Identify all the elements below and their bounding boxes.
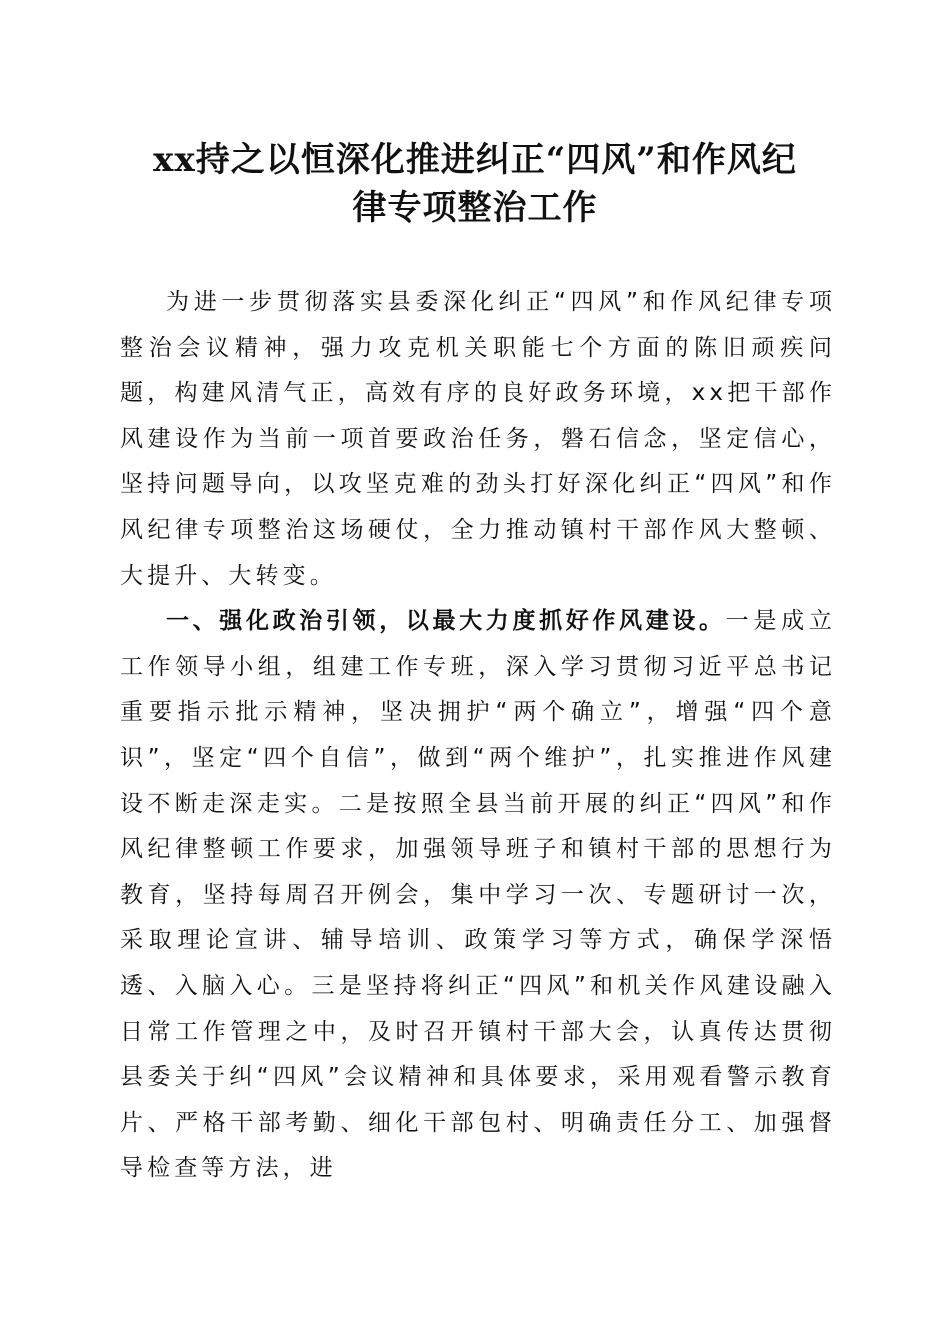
document-body <box>120 280 836 1192</box>
title-line-1: xx持之以恒深化推进纠正“四风”和作风纪 <box>153 140 797 180</box>
document-title <box>100 136 850 232</box>
section-heading: 一、强化政治引领，以最大力度抓好作风建设。 <box>166 608 726 635</box>
section-body: 一是成立工作领导小组，组建工作专班，深入学习贯彻习近平总书记重要指示批示精神，坚决拥护“两个确立”，增强“四个意识”，坚定“四个自信”，做到“两个维护”，扎实推进作风建设不断走深走实。二是按照全县当前开展的纠正“四风”和作风纪律整顿工作要求，加强领导班子和镇村干部的思想行为教育，坚持每周召开例会，集中学习一次、专题研讨一次，采取理论宣讲、辅导培训、政策学习等方式，确保学深悟透、入脑入心。三是坚持将纠正“四风”和机关作风建设融入日常工作管理之中，及时召开镇村干部大会，认真传达贯彻县委关于纠“四风”会议精神和具体要求，采用观看警示教育片、严格干部考勤、细化干部包村、明确责任分工、加强督导检查等方法，进 <box>120 608 837 1182</box>
paragraph-intro: 为进一步贯彻落实县委深化纠正“四风”和作风纪律专项整治会议精神，强力攻克机关职能七个方面的陈旧顽疾问题，构建风清气正，高效有序的良好政务环境，xx把干部作风建设作为当前一项首要政治任务，磐石信念，坚定信心，坚持问题导向，以攻坚克难的劲头打好深化纠正“四风”和作风纪律专项整治这场硬仗，全力推动镇村干部作风大整顿、大提升、大转变。 <box>120 289 836 589</box>
title-line-2: 律专项整治工作 <box>352 188 598 228</box>
paragraph-section-1 <box>120 599 836 1192</box>
